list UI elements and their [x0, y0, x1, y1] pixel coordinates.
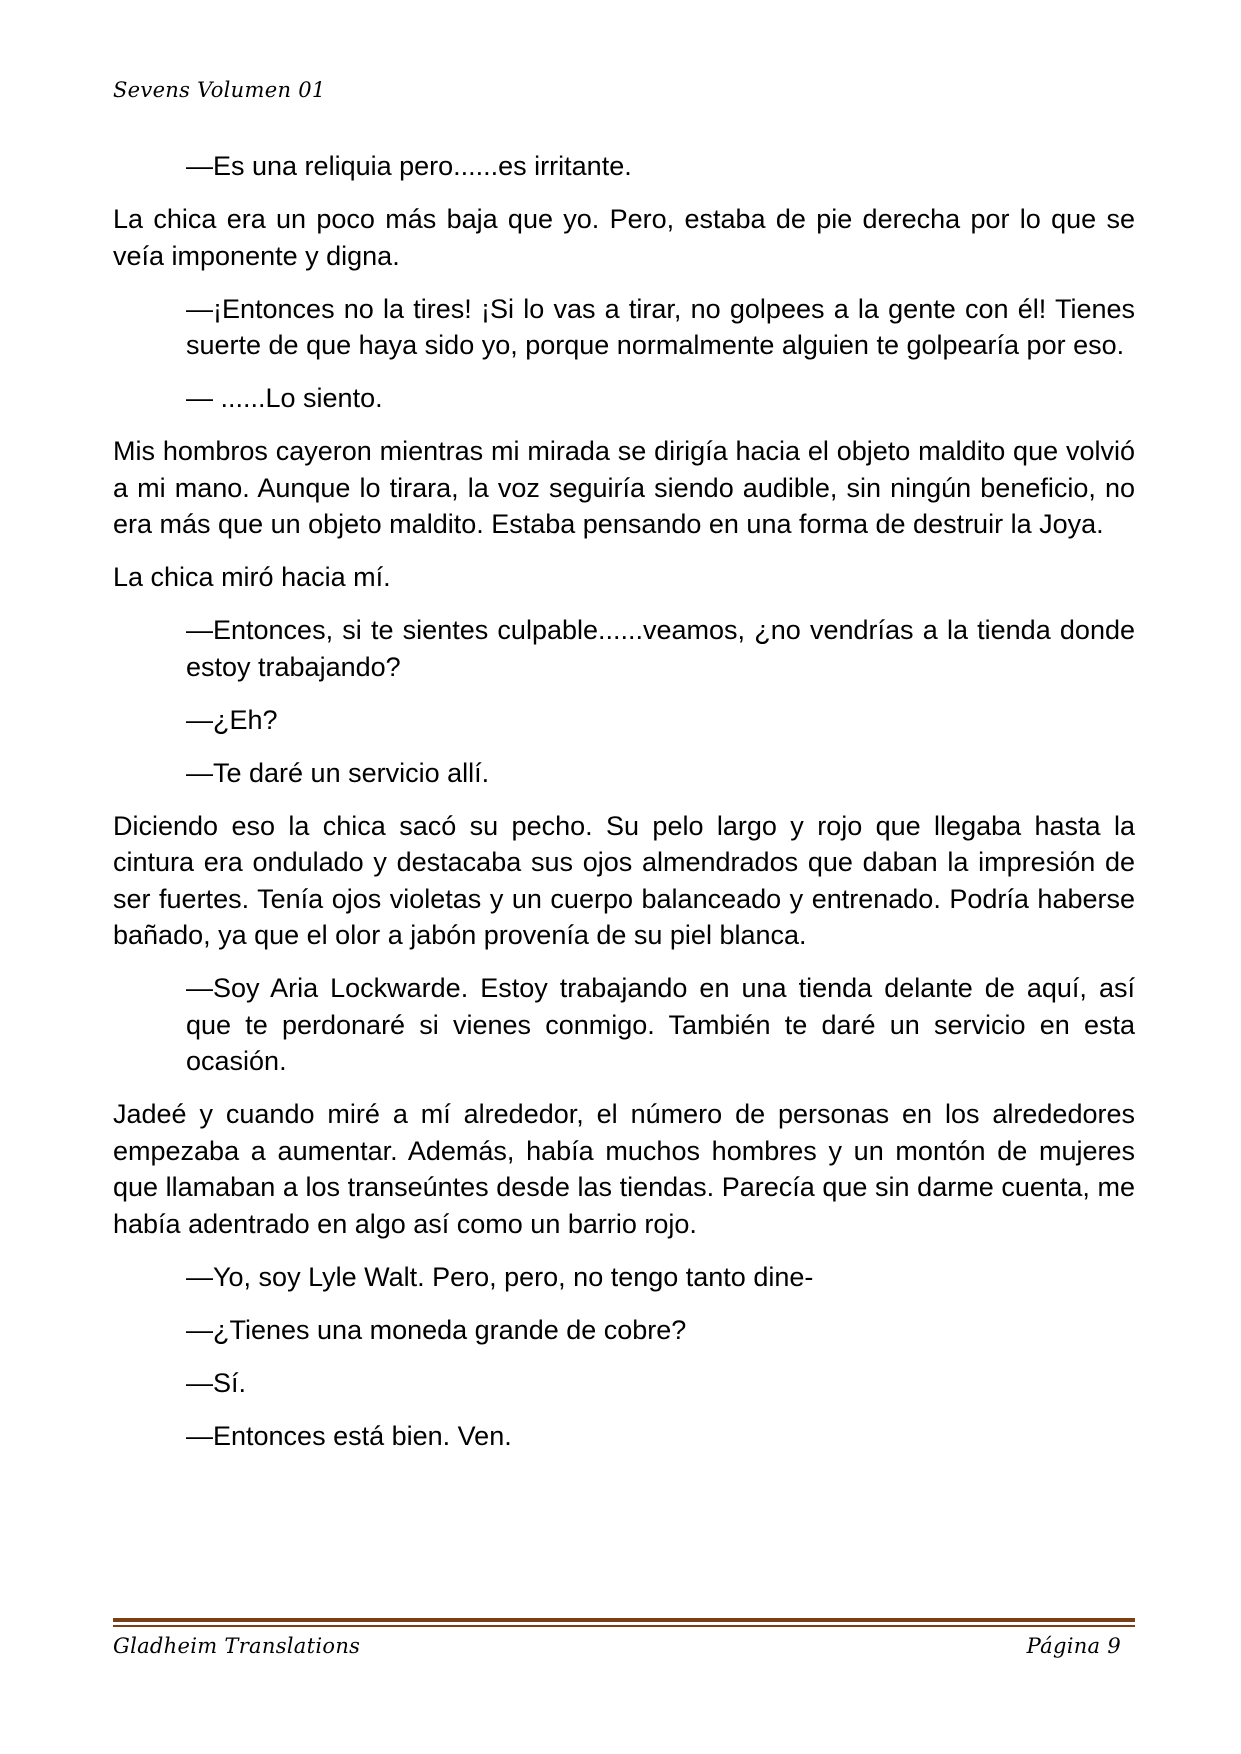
dialog-paragraph: —¿Eh? — [186, 704, 278, 735]
dialog-paragraph: —Yo, soy Lyle Walt. Pero, pero, no tengo tanto dine- — [186, 1261, 814, 1292]
dialog-paragraph: —Es una reliquia pero......es irritante. — [186, 151, 632, 181]
narration-paragraph: La chica miró hacia mí. — [113, 562, 391, 592]
dialog-paragraph: —Sí. — [186, 1367, 247, 1398]
dialog-paragraph: — ......Lo siento. — [186, 383, 383, 413]
footer-publisher: Gladheim Translations — [113, 1634, 361, 1658]
dialog-paragraph: —Entonces, si te sientes culpable......veamos, ¿no vendrías a la tienda donde estoy trabajando? — [186, 615, 1135, 682]
dialog-paragraph: —¡Entonces no la tires! ¡Si lo vas a tirar, no golpees a la gente con él! Tienes suerte de que haya sido yo, porque normalmente alguien te golpearía por eso. — [186, 293, 1135, 360]
narration-paragraph: Diciendo eso la chica sacó su pecho. Su pelo largo y rojo que llegaba hasta la cintura era ondulado y destacaba sus ojos almendrados que daban la impresión de ser fuertes. Tenía ojos violetas y un cuerpo balanceado y entrenado. Podría haberse bañado, ya que el olor a jabón provenía de su piel blanca. — [113, 810, 1135, 950]
narration-paragraph: Jadeé y cuando miré a mí alrededor, el número de personas en los alrededores empezaba a aumentar. Además, había muchos hombres y un montón de mujeres que llamaban a los transeúntes desde las tiendas. Parecía que sin darme cuenta, me había adentrado en algo así como un barrio rojo. — [113, 1099, 1135, 1239]
narration-paragraph: La chica era un poco más baja que yo. Pero, estaba de pie derecha por lo que se veía imponente y digna. — [113, 204, 1135, 271]
dialog-paragraph: —¿Tienes una moneda grande de cobre? — [186, 1314, 687, 1345]
footer-divider-thick — [113, 1618, 1135, 1622]
dialog-paragraph: —Entonces está bien. Ven. — [186, 1420, 512, 1451]
narration-paragraph: Mis hombros cayeron mientras mi mirada se dirigía hacia el objeto maldito que volvió a mi mano. Aunque lo tirara, la voz seguiría siendo audible, sin ningún beneficio, no era más que un objeto maldito. Estaba pensando en una forma de destruir la Joya. — [113, 436, 1135, 539]
page-body — [113, 148, 1135, 1471]
page-header-title: Sevens Volumen 01 — [113, 78, 326, 102]
footer-divider-thin — [113, 1625, 1135, 1627]
dialog-paragraph: —Te daré un servicio allí. — [186, 757, 490, 788]
dialog-paragraph: —Soy Aria Lockwarde. Estoy trabajando en una tienda delante de aquí, así que te perdonaré si vienes conmigo. También te daré un servicio en esta ocasión. — [186, 973, 1135, 1076]
footer-page-number: Página 9 — [1026, 1634, 1121, 1658]
